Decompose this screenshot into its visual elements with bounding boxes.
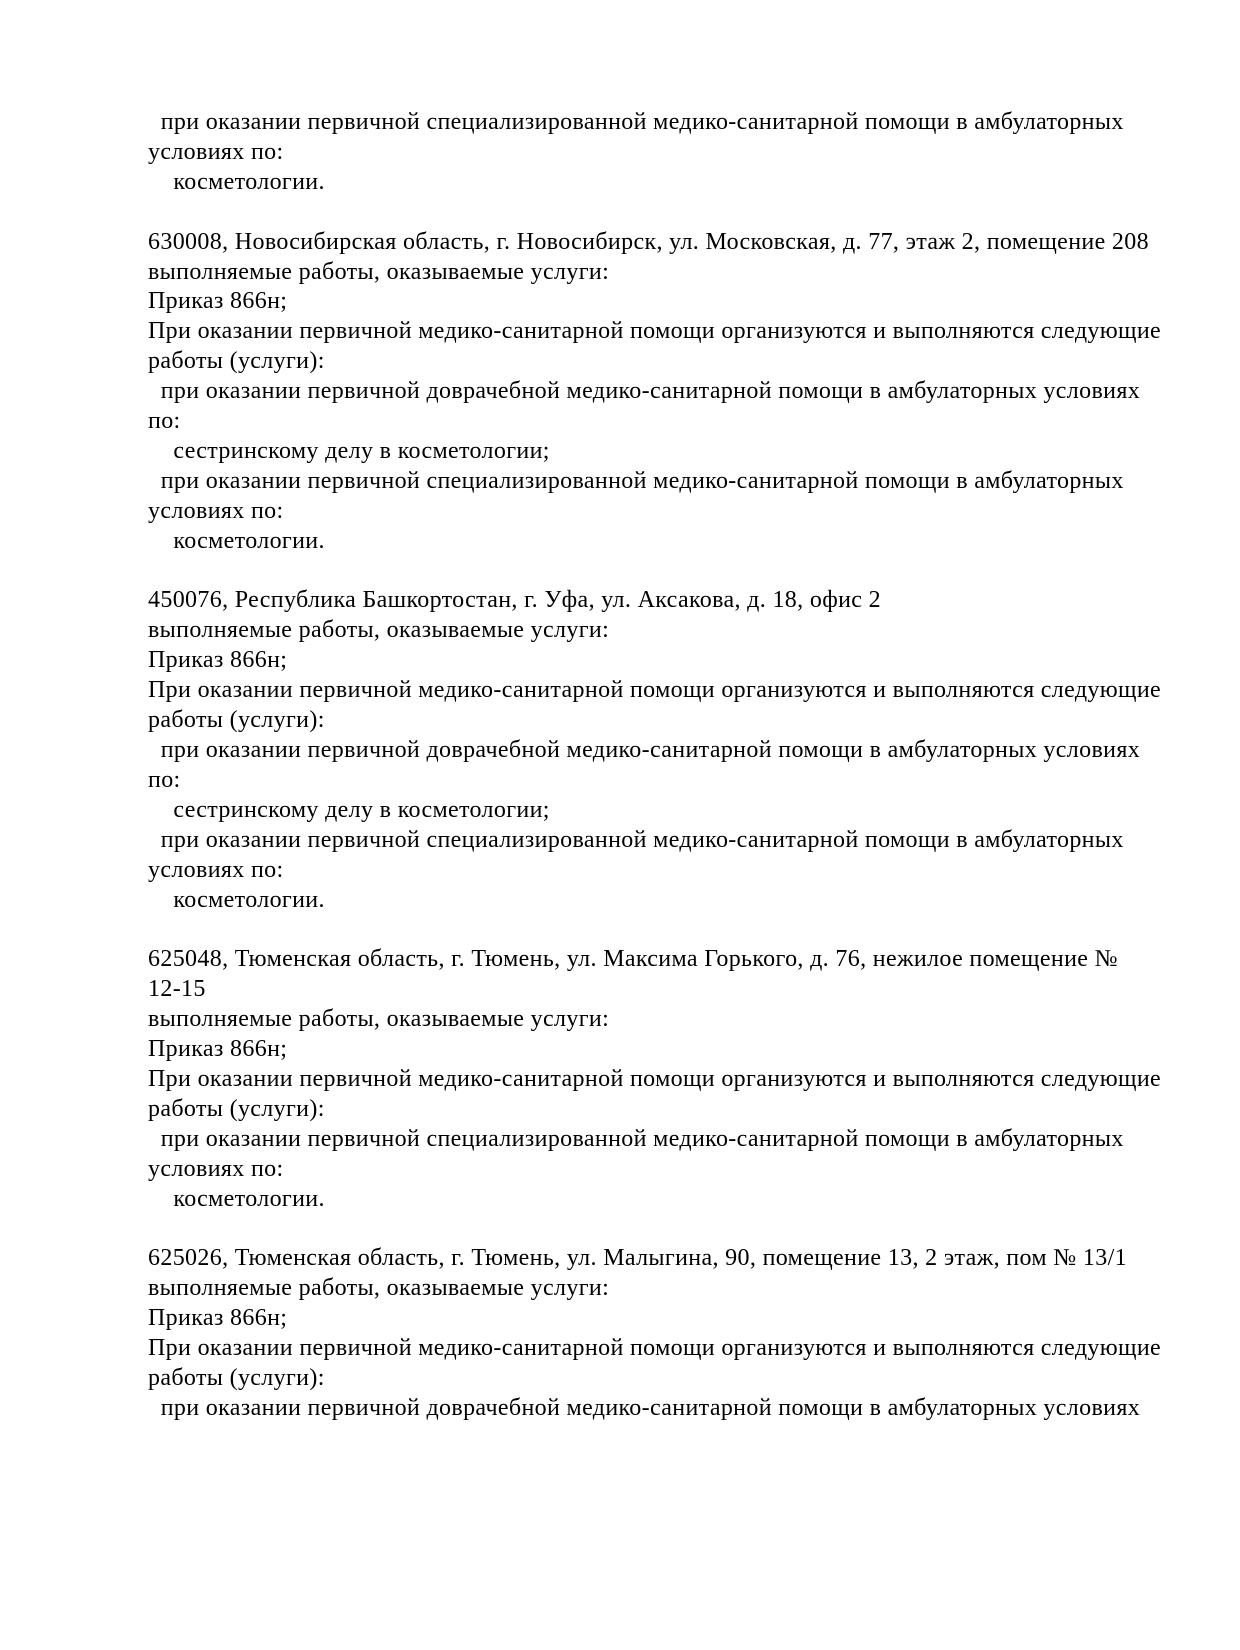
- text-line: 625026, Тюменская область, г. Тюмень, ул. Малыгина, 90, помещение 13, 2 этаж, пом № 13/1: [148, 1245, 1127, 1272]
- text-line: работы (услуги):: [148, 707, 325, 734]
- text-line: работы (услуги):: [148, 1365, 325, 1391]
- text-line: условиях по:: [148, 138, 284, 165]
- text-line: Приказ 866н;: [148, 288, 288, 315]
- address-block: [148, 228, 1161, 557]
- text-line: При оказании первичной медико-санитарной помощи организуются и выполняются следующие: [148, 1335, 1162, 1362]
- text-line: при оказании первичной специализированной медико-санитарной помощи в амбулаторных: [148, 467, 1124, 494]
- text-line: сестринскому делу в косметологии;: [148, 796, 550, 823]
- text-line: при оказании первичной доврачебной медико-санитарной помощи в амбулаторных условиях: [148, 378, 1141, 405]
- text-line: 625048, Тюменская область, г. Тюмень, ул. Максима Горького, д. 76, нежилое помещение №: [148, 946, 1118, 973]
- address-block: [148, 586, 1161, 915]
- address-block: [148, 945, 1161, 1214]
- text-line: косметологии.: [148, 527, 325, 554]
- text-line: выполняемые работы, оказываемые услуги:: [148, 1006, 610, 1033]
- address-block: [148, 1244, 1161, 1423]
- text-line: при оказании первичной специализированной медико-санитарной помощи в амбулаторных: [148, 1125, 1124, 1152]
- text-line: При оказании первичной медико-санитарной помощи организуются и выполняются следующие: [148, 318, 1162, 345]
- text-line: Приказ 866н;: [148, 647, 288, 674]
- text-line: выполняемые работы, оказываемые услуги:: [148, 617, 610, 644]
- license-services-text: [148, 108, 1161, 1424]
- text-line: Приказ 866н;: [148, 1305, 288, 1332]
- text-line: 12-15: [148, 976, 206, 1003]
- text-line: выполняемые работы, оказываемые услуги:: [148, 1275, 610, 1302]
- text-line: работы (услуги):: [148, 348, 325, 375]
- text-line: при оказании первичной специализированной медико-санитарной помощи в амбулаторных: [148, 826, 1124, 853]
- text-line: При оказании первичной медико-санитарной помощи организуются и выполняются следующие: [148, 677, 1162, 704]
- text-line: при оказании первичной доврачебной медико-санитарной помощи в амбулаторных условиях: [148, 1394, 1141, 1421]
- text-line: При оказании первичной медико-санитарной помощи организуются и выполняются следующие: [148, 1065, 1162, 1092]
- text-line: 630008, Новосибирская область, г. Новосибирск, ул. Московская, д. 77, этаж 2, помещение 208: [148, 228, 1149, 255]
- text-line: условиях по:: [148, 856, 284, 883]
- text-line: выполняемые работы, оказываемые услуги:: [148, 258, 610, 285]
- text-line: по:: [148, 766, 181, 793]
- text-line: косметологии.: [148, 886, 325, 913]
- text-line: сестринскому делу в косметологии;: [148, 437, 550, 464]
- text-line: косметологии.: [148, 168, 325, 195]
- text-line: условиях по:: [148, 497, 284, 524]
- text-line: Приказ 866н;: [148, 1036, 288, 1063]
- address-block: [148, 108, 1161, 198]
- text-line: при оказании первичной доврачебной медико-санитарной помощи в амбулаторных условиях: [148, 737, 1141, 763]
- text-line: при оказании первичной специализированной медико-санитарной помощи в амбулаторных: [148, 109, 1124, 135]
- text-line: условиях по:: [148, 1155, 284, 1182]
- text-line: 450076, Республика Башкортостан, г. Уфа, ул. Аксакова, д. 18, офис 2: [148, 587, 881, 614]
- text-line: по:: [148, 408, 181, 435]
- text-line: работы (услуги):: [148, 1095, 325, 1122]
- text-line: косметологии.: [148, 1185, 325, 1212]
